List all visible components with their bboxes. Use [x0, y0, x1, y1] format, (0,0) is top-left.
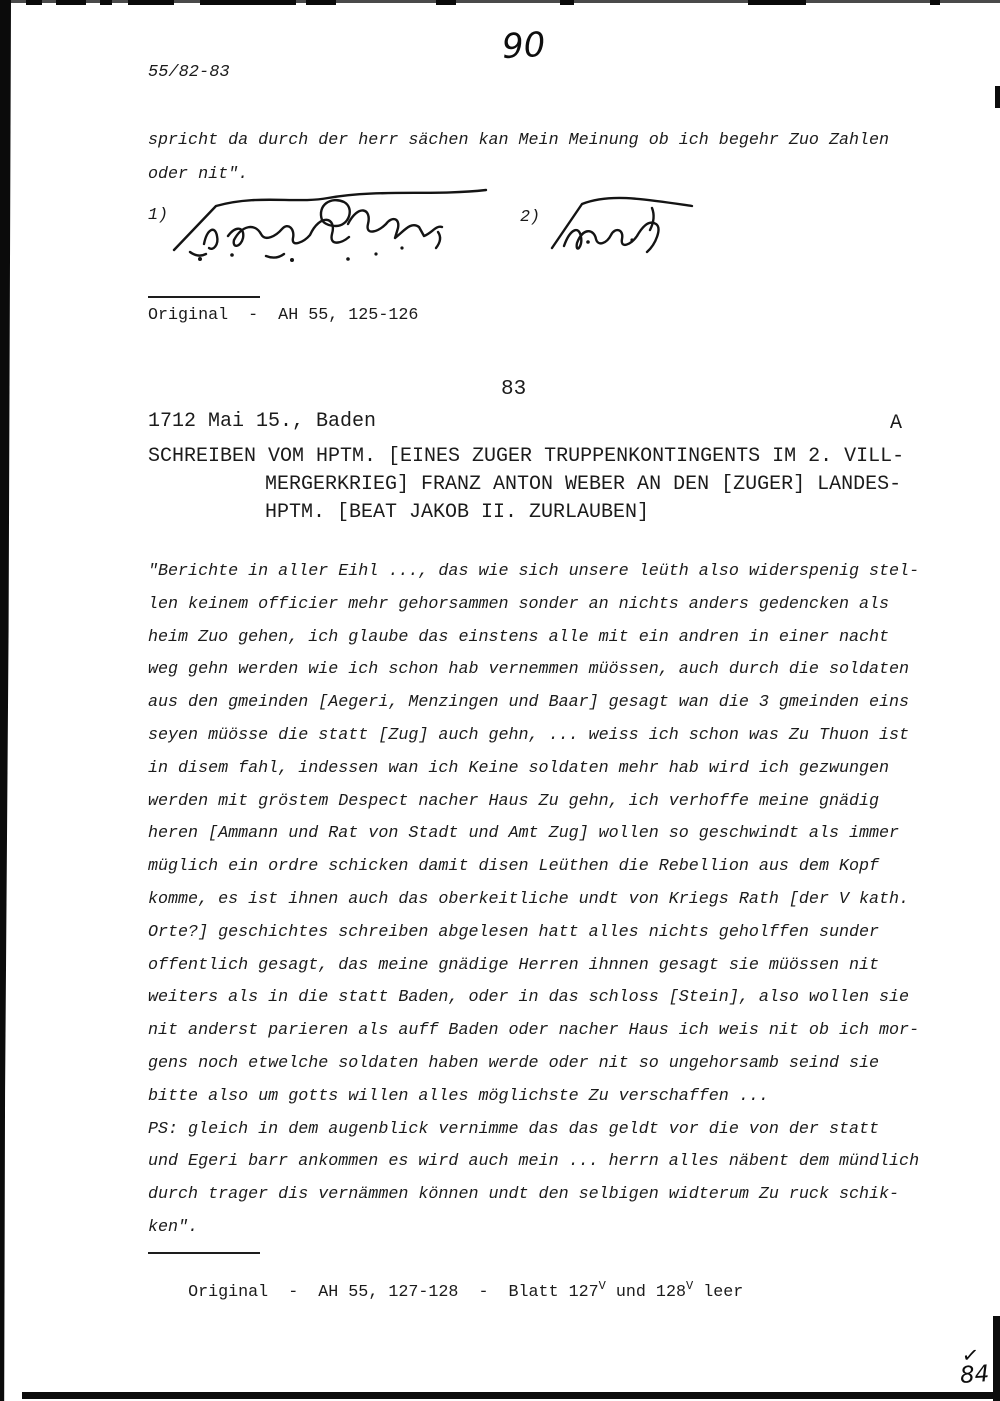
entry-heading	[148, 443, 904, 527]
source-rule	[148, 1252, 260, 1254]
body-line: durch trager dis vernämmen können undt den selbigen widterum Zu ruck schik-	[148, 1185, 900, 1205]
body-line: weg gehn werden wie ich schon hab vernemmen müössen, auch durch die soldaten	[148, 660, 910, 680]
body-line: PS: gleich in dem augenblick vernimme das das geldt vor die von der statt	[148, 1119, 880, 1139]
signature-2-scribble	[548, 190, 696, 254]
scan-bottom-edge	[22, 1392, 1000, 1399]
scan-top-dash	[560, 0, 574, 5]
entry-series-letter: A	[890, 412, 903, 435]
body-line: müglich ein ordre schicken damit disen Leüthen die Rebellion aus dem Kopf	[148, 857, 880, 877]
scan-top-dash	[306, 0, 336, 5]
source-rule	[148, 296, 260, 298]
quote-line: spricht da durch der herr sächen kan Mein Meinung ob ich begehr Zuo Zahlen	[148, 131, 890, 150]
body-line: Orte?] geschichtes schreiben abgelesen hatt alles nichts geholffen sunder	[148, 922, 880, 942]
entry-number: 83	[501, 378, 527, 401]
scan-right-edge	[993, 1316, 1000, 1401]
superscript-v: V	[685, 1279, 694, 1293]
scan-top-dash	[436, 0, 456, 5]
body-line: gens noch etwelche soldaten haben werde oder nit so ungehorsamb seind sie	[148, 1053, 880, 1073]
body-line: aus den gmeinden [Aegeri, Menzingen und Baar] gesagt wan die 3 gmeinden eins	[148, 693, 910, 713]
signature-1-label: 1)	[148, 206, 169, 225]
body-line: bitte also um gotts willen alles möglichste Zu verschaffen ...	[148, 1086, 769, 1106]
source-line-2-text: Original - AH 55, 127-128 - Blatt 127	[188, 1283, 599, 1302]
scan-top-dash	[100, 0, 112, 5]
scan-top-dash	[930, 0, 940, 5]
body-line: seyen müösse die statt [Zug] auch gehn, ... weiss ich schon was Zu Thuon ist	[148, 725, 910, 745]
transcription-body	[148, 556, 919, 1245]
scan-top-dash	[56, 0, 86, 5]
handwritten-page-number-top: 90	[500, 24, 547, 68]
quote-continuation	[148, 124, 889, 191]
signature-1-scribble	[170, 186, 492, 264]
scan-top-dash	[128, 0, 174, 5]
scan-top-dash	[748, 0, 806, 5]
handwritten-page-number-bottom: 84	[959, 1361, 991, 1389]
scan-top-dash	[26, 0, 42, 5]
heading-line: HPTM. [BEAT JAKOB II. ZURLAUBEN]	[265, 501, 650, 524]
quote-line: oder nit".	[148, 164, 249, 184]
scan-left-edge	[0, 0, 11, 1401]
file-reference: 55/82-83	[148, 63, 230, 82]
body-line: len keinem officier mehr gehorsammen sonder an nichts anders gedencken als	[148, 594, 890, 614]
heading-line: MERGERKRIEG] FRANZ ANTON WEBER AN DEN [ZUGER] LANDES-	[265, 473, 902, 496]
body-line: heren [Ammann und Rat von Stadt und Amt Zug] wollen so geschwindt als immer	[148, 824, 900, 844]
body-line: "Berichte in aller Eihl ..., das wie sich unsere leüth also widerspenig stel-	[148, 562, 920, 581]
source-line-2	[148, 1264, 743, 1321]
body-line: ken".	[148, 1217, 199, 1237]
source-line-2-text: leer	[693, 1283, 744, 1302]
body-line: werden mit gröstem Despect nacher Haus Zu gehn, ich verhoffe meine gnädig	[148, 791, 880, 811]
body-line: komme, es ist ihnen auch das oberkeitliche undt von Kriegs Rath [der V kath.	[148, 889, 910, 909]
entry-date-place: 1712 Mai 15., Baden	[148, 410, 377, 433]
body-line: offentlich gesagt, das meine gnädige Herren ihnnen gesagt sie müössen nit	[148, 955, 880, 975]
source-line-2-text: und 128	[605, 1283, 686, 1302]
signature-2-label: 2)	[520, 208, 541, 227]
handwritten-check-mark: ✓	[960, 1342, 980, 1368]
scan-right-tick	[995, 86, 1000, 108]
body-line: und Egeri barr ankommen es wird auch mein ... herrn alles näbent dem mündlich	[148, 1152, 920, 1172]
body-line: weiters als in die statt Baden, oder in das schloss [Stein], also wollen sie	[148, 988, 910, 1008]
source-line-1: Original - AH 55, 125-126	[148, 306, 419, 325]
heading-line: SCHREIBEN VOM HPTM. [EINES ZUGER TRUPPENKONTINGENTS IM 2. VILL-	[148, 445, 905, 468]
body-line: nit anderst parieren als auff Baden oder nacher Haus ich weis nit ob ich mor-	[148, 1021, 920, 1041]
superscript-v: V	[598, 1279, 606, 1293]
body-line: heim Zuo gehen, ich glaube das einstens alle mit ein andren in einer nacht	[148, 627, 890, 647]
scan-top-dash	[200, 0, 296, 5]
body-line: in disem fahl, indessen wan ich Keine soldaten mehr hab wird ich gezwungen	[148, 758, 890, 778]
